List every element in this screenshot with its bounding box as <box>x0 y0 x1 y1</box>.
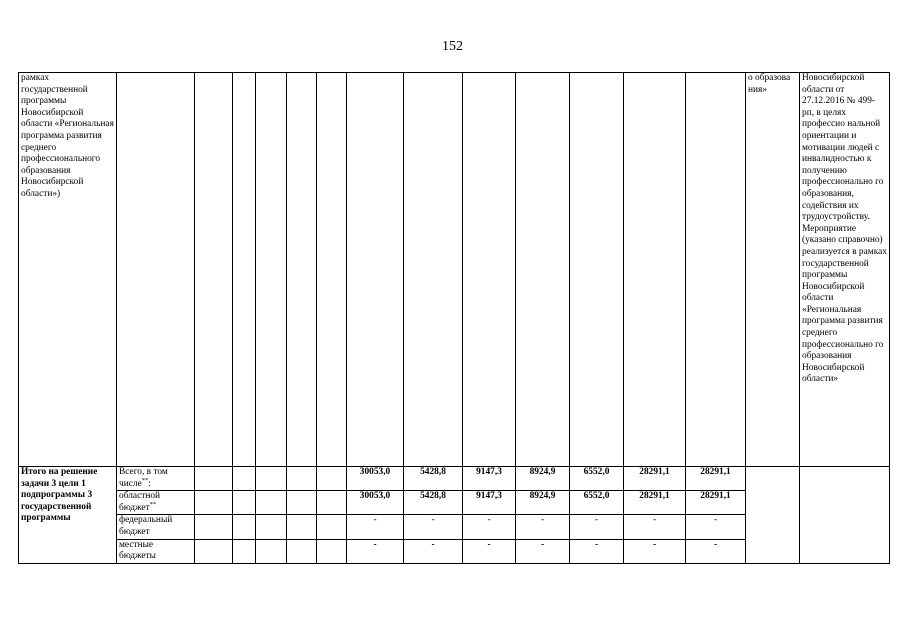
empty-cell <box>195 491 233 515</box>
empty-cell <box>800 467 890 564</box>
value-cell: 30053,0 <box>347 467 404 491</box>
value-cell: 28291,1 <box>624 467 686 491</box>
value-cell: - <box>624 539 686 563</box>
page-number: 152 <box>442 39 463 54</box>
empty-cell <box>233 539 256 563</box>
value-cell: - <box>686 539 746 563</box>
value-cell: 8924,9 <box>516 467 570 491</box>
value-cell: - <box>463 539 516 563</box>
source-cell: Всего, в том числе**: <box>117 467 195 491</box>
value-cell: 8924,9 <box>516 491 570 515</box>
value-cell: - <box>624 515 686 539</box>
empty-cell <box>256 539 287 563</box>
empty-cell <box>317 467 347 491</box>
empty-cell <box>195 73 233 467</box>
value-cell: - <box>516 539 570 563</box>
value-cell: 6552,0 <box>570 467 624 491</box>
empty-cell <box>317 539 347 563</box>
value-cell: - <box>686 515 746 539</box>
empty-cell <box>463 73 516 467</box>
value-cell: 28291,1 <box>686 491 746 515</box>
empty-cell <box>317 73 347 467</box>
value-cell: 30053,0 <box>347 491 404 515</box>
value-cell: - <box>570 515 624 539</box>
value-cell: - <box>516 515 570 539</box>
empty-cell <box>233 73 256 467</box>
empty-cell <box>233 467 256 491</box>
value-cell: - <box>463 515 516 539</box>
empty-cell <box>256 467 287 491</box>
empty-cell <box>287 467 317 491</box>
empty-cell <box>317 515 347 539</box>
empty-cell <box>570 73 624 467</box>
table-row <box>19 73 890 467</box>
empty-cell <box>287 73 317 467</box>
table-row <box>19 467 890 491</box>
empty-cell <box>746 467 800 564</box>
value-cell: - <box>570 539 624 563</box>
value-cell: - <box>347 539 404 563</box>
value-cell: 9147,3 <box>463 467 516 491</box>
source-cell: местные бюджеты <box>117 539 195 563</box>
empty-cell <box>686 73 746 467</box>
empty-cell <box>256 515 287 539</box>
empty-cell <box>287 539 317 563</box>
empty-cell <box>256 491 287 515</box>
empty-cell <box>317 491 347 515</box>
value-cell: 5428,8 <box>404 491 463 515</box>
empty-cell <box>117 73 195 467</box>
empty-cell <box>195 539 233 563</box>
value-cell: - <box>404 515 463 539</box>
empty-cell <box>404 73 463 467</box>
value-cell: - <box>347 515 404 539</box>
total-label-cell: Итого на решение задачи 3 цели 1 подпрограммы 3 государственной программы <box>19 467 117 564</box>
empty-cell <box>287 515 317 539</box>
empty-cell <box>347 73 404 467</box>
value-cell: - <box>404 539 463 563</box>
value-cell: 28291,1 <box>624 491 686 515</box>
empty-cell <box>287 491 317 515</box>
value-cell: 6552,0 <box>570 491 624 515</box>
empty-cell <box>195 467 233 491</box>
event-description-cell: рамках государственной программы Новосибирской области «Региональная программа развития среднего профессионального образования Новосибирской области») <box>19 73 117 467</box>
value-cell: 9147,3 <box>463 491 516 515</box>
empty-cell <box>516 73 570 467</box>
empty-cell <box>233 515 256 539</box>
empty-cell <box>233 491 256 515</box>
note-cell: Новосибирской области от 27.12.2016 № 499-рп, в целях профессио нальной ориентации и мотивации людей с инвалидностью к получению профессионально го образования, содействия их трудоустройству. Мероприятие (указано справочно) реализуется в рамках государственной программы Новосибирской области «Региональная программа развития среднего профессионально го образования Новосибирской области» <box>800 73 890 467</box>
indicator-cell: о образова ния» <box>746 73 800 467</box>
empty-cell <box>256 73 287 467</box>
source-cell: областной бюджет** <box>117 491 195 515</box>
empty-cell <box>624 73 686 467</box>
empty-cell <box>195 515 233 539</box>
value-cell: 28291,1 <box>686 467 746 491</box>
budget-table <box>18 72 890 564</box>
source-cell: федеральный бюджет <box>117 515 195 539</box>
value-cell: 5428,8 <box>404 467 463 491</box>
